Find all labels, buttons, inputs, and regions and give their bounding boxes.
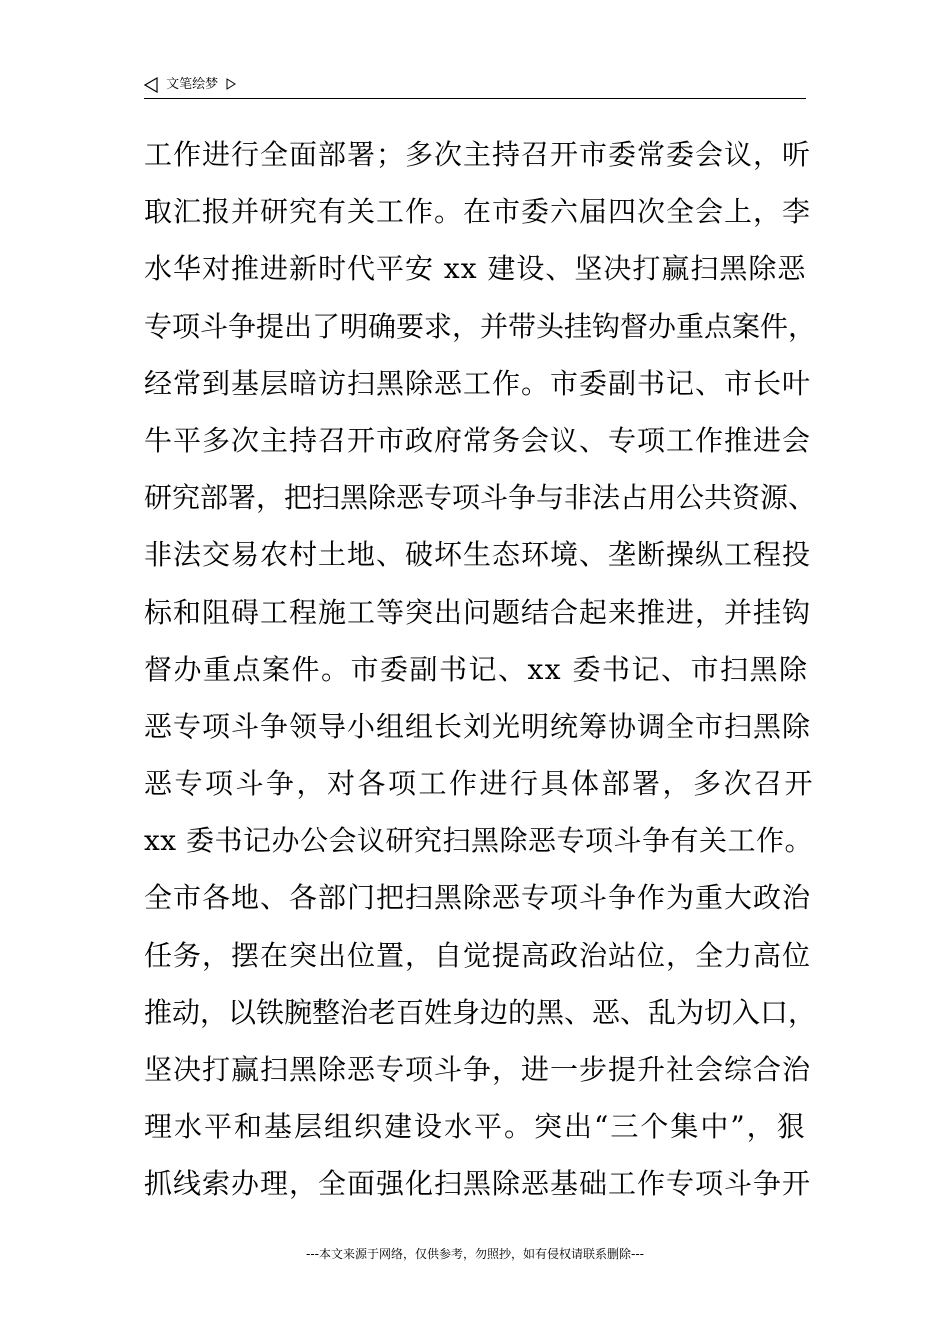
text-line: 全市各地、各部门把扫黑除恶专项斗争作为重大政治 <box>144 881 812 915</box>
text-line: 恶专项斗争，对各项工作进行具体部署，多次召开 <box>144 767 816 801</box>
text-line: 取汇报并研究有关工作。在市委六届四次全会上，李 <box>144 195 812 229</box>
text-line: 推动，以铁腕整治老百姓身边的黑、恶、乱为切入口， <box>144 995 817 1029</box>
text-line: 任务，摆在突出位置，自觉提高政治站位，全力高位 <box>144 938 812 972</box>
text-line: 恶专项斗争领导小组组长刘光明统筹协调全市扫黑除 <box>144 709 812 743</box>
document-body <box>144 126 816 1213</box>
page-header <box>144 72 806 99</box>
text-line: 非法交易农村土地、破坏生态环境、垄断操纵工程投 <box>144 538 812 572</box>
text-line: 理水平和基层组织建设水平。突出“三个集中”，狠 <box>144 1110 807 1144</box>
text-line: 标和阻碍工程施工等突出问题结合起来推进，并挂钩 <box>144 595 812 629</box>
text-line: 工作进行全面部署；多次主持召开市委常委会议，听 <box>144 138 812 171</box>
text-line: xx 委书记办公会议研究扫黑除恶专项斗争有关工作。 <box>144 824 813 858</box>
text-line: 坚决打赢扫黑除恶专项斗争，进一步提升社会综合治 <box>144 1053 812 1086</box>
text-line: 督办重点案件。市委副书记、xx 委书记、市扫黑除 <box>144 652 809 686</box>
text-line: 专项斗争提出了明确要求，并带头挂钩督办重点案件， <box>144 309 817 343</box>
text-line: 经常到基层暗访扫黑除恶工作。市委副书记、市长叶 <box>144 366 812 400</box>
triangle-left-icon <box>144 77 158 93</box>
text-line: 抓线索办理，全面强化扫黑除恶基础工作专项斗争开 <box>144 1167 812 1201</box>
triangle-right-icon <box>226 74 236 86</box>
header-brand: 文笔绘梦 <box>166 77 219 92</box>
text-line: 研究部署，把扫黑除恶专项斗争与非法占用公共资源、 <box>144 481 817 515</box>
text-line: 水华对推进新时代平安 xx 建设、坚决打赢扫黑除恶 <box>144 252 807 286</box>
footer-notice: ---本文来源于网络，仅供参考，勿照抄，如有侵权请联系删除--- <box>306 1247 644 1261</box>
text-line: 牛平多次主持召开市政府常务会议、专项工作推进会 <box>144 423 812 457</box>
